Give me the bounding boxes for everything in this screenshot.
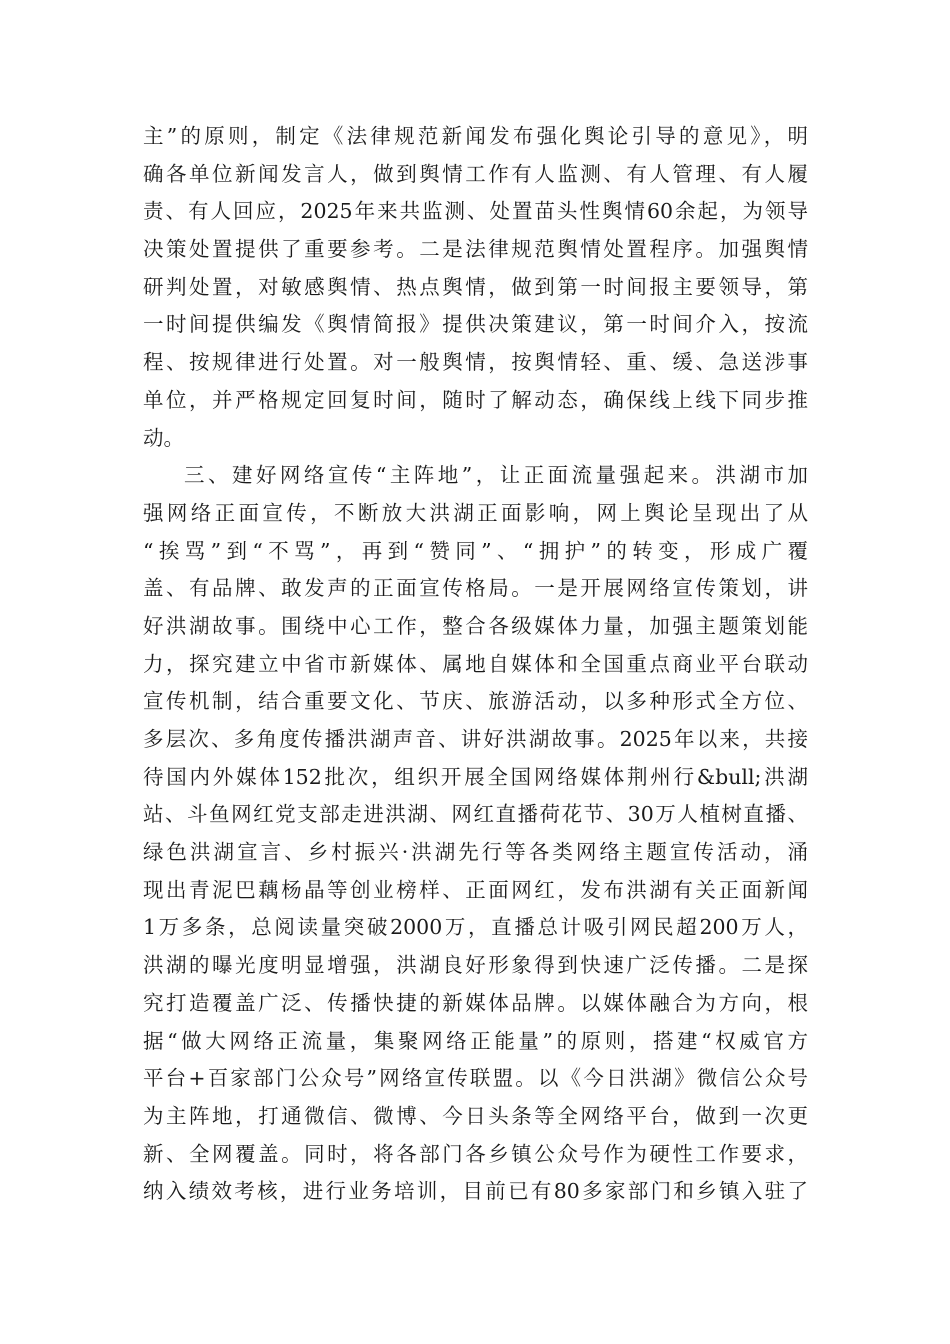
text-line: 强网络正面宣传，不断放大洪湖正面影响，网上舆论呈现出了从 xyxy=(143,500,808,525)
text-line: 纳入绩效考核，进行业务培训，目前已有80多家部门和乡镇入驻了 xyxy=(143,1179,808,1204)
text-line: 洪湖的曝光度明显增强，洪湖良好形象得到快速广泛传播。二是探 xyxy=(143,953,808,978)
text-line: 现出青泥巴藕杨晶等创业榜样、正面网红，发布洪湖有关正面新闻 xyxy=(143,877,808,902)
body-text xyxy=(143,118,808,1211)
text-line: 程、按规律进行处置。对一般舆情，按舆情轻、重、缓、急送涉事 xyxy=(143,350,808,375)
text-line: 盖、有品牌、敢发声的正面宣传格局。一是开展网络宣传策划，讲 xyxy=(143,576,808,601)
text-line: 据“做大网络正流量，集聚网络正能量”的原则，搭建“权威官方 xyxy=(143,1028,808,1053)
text-line: 动。 xyxy=(143,425,184,450)
text-line: 研判处置，对敏感舆情、热点舆情，做到第一时间报主要领导，第 xyxy=(143,274,808,299)
text-line: 平台+百家部门公众号”网络宣传联盟。以《今日洪湖》微信公众号 xyxy=(143,1066,808,1091)
text-line: 站、斗鱼网红党支部走进洪湖、网红直播荷花节、30万人植树直播、 xyxy=(143,802,808,827)
text-line: 好洪湖故事。围绕中心工作，整合各级媒体力量，加强主题策划能 xyxy=(143,613,808,638)
text-line: 决策处置提供了重要参考。二是法律规范舆情处置程序。加强舆情 xyxy=(143,237,808,262)
text-line: 待国内外媒体152批次，组织开展全国网络媒体荆州行&bull;洪湖 xyxy=(143,764,808,789)
text-line: “挨骂”到“不骂”，再到“赞同”、“拥护”的转变，形成广覆 xyxy=(143,538,808,563)
text-line: 为主阵地，打通微信、微博、今日头条等全网络平台，做到一次更 xyxy=(143,1103,808,1128)
text-line: 一时间提供编发《舆情简报》提供决策建议，第一时间介入，按流 xyxy=(143,312,808,337)
text-line: 绿色洪湖宣言、乡村振兴·洪湖先行等各类网络主题宣传活动，涌 xyxy=(143,840,808,865)
text-line: 宣传机制，结合重要文化、节庆、旅游活动，以多种形式全方位、 xyxy=(143,689,808,714)
text-line: 单位，并严格规定回复时间，随时了解动态，确保线上线下同步推 xyxy=(143,387,808,412)
text-line: 力，探究建立中省市新媒体、属地自媒体和全国重点商业平台联动 xyxy=(143,651,808,676)
text-line: 新、全网覆盖。同时，将各部门各乡镇公众号作为硬性工作要求， xyxy=(143,1141,808,1166)
text-line: 主”的原则，制定《法律规范新闻发布强化舆论引导的意见》，明 xyxy=(143,124,808,148)
text-line: 责、有人回应，2025年来共监测、处置苗头性舆情60余起，为领导 xyxy=(143,199,808,224)
text-line: 1万多条，总阅读量突破2000万，直播总计吸引网民超200万人， xyxy=(143,915,808,940)
text-line: 多层次、多角度传播洪湖声音、讲好洪湖故事。2025年以来，共接 xyxy=(143,727,808,751)
text-line: 三、建好网络宣传“主阵地”，让正面流量强起来。洪湖市加 xyxy=(184,463,808,488)
text-line: 究打造覆盖广泛、传播快捷的新媒体品牌。以媒体融合为方向，根 xyxy=(143,990,808,1015)
text-line: 确各单位新闻发言人，做到舆情工作有人监测、有人管理、有人履 xyxy=(143,161,808,186)
